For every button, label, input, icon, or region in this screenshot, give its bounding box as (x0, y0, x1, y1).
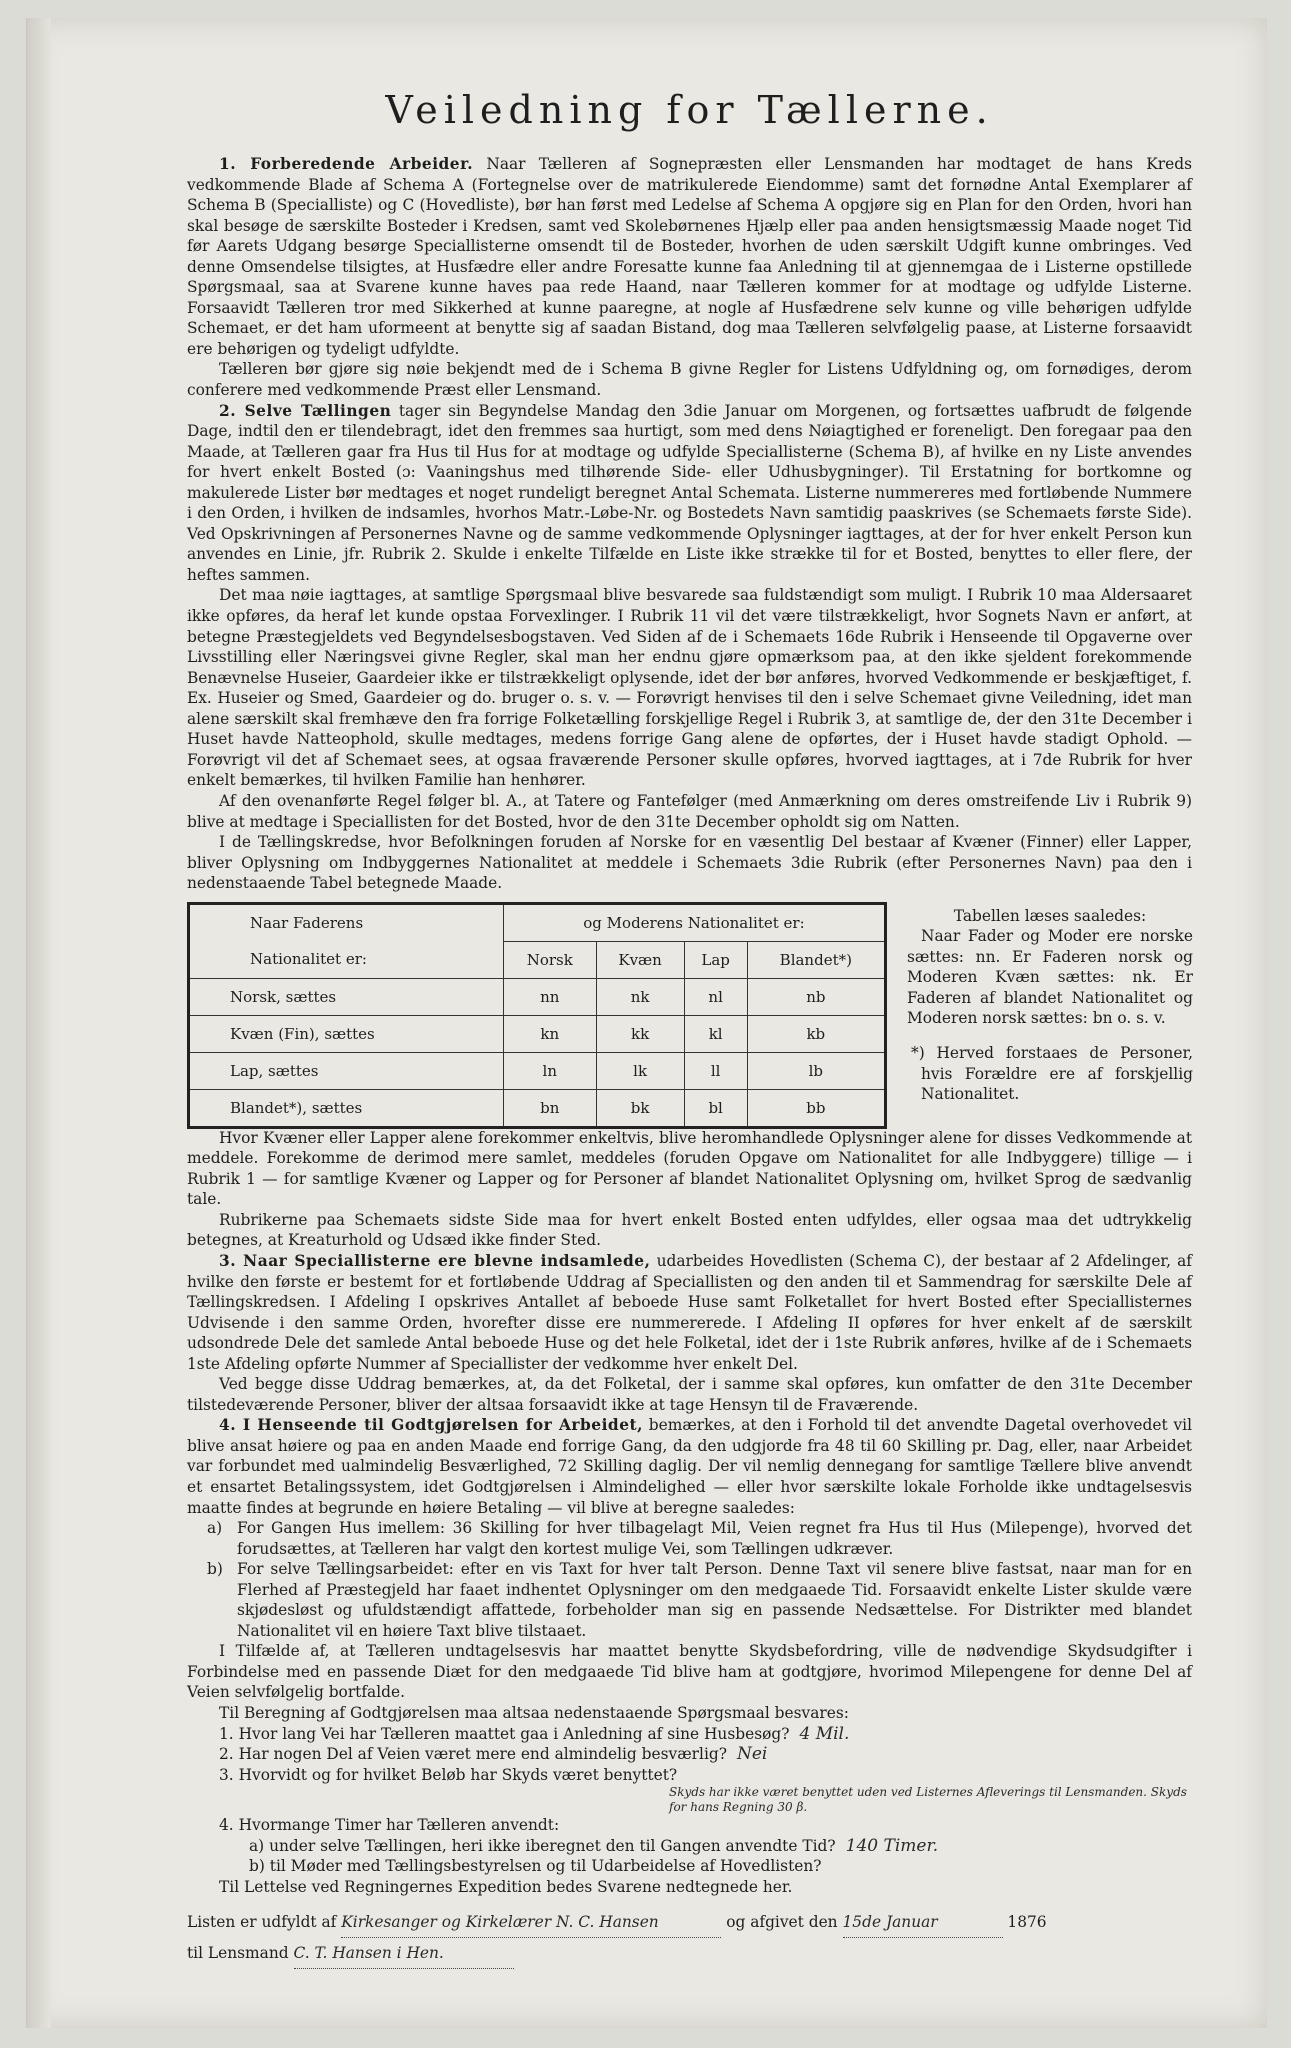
section-heading: 4. I Henseende til Godtgjørelsen for Arbeidet, (219, 1416, 643, 1435)
page-title: Veiledning for Tællerne. (385, 88, 994, 132)
item-text: For Gangen Hus imellem: 36 Skilling for hver tilbagelagt Mil, Veien regnet fra Hus til Hus (Milepenge), hvorved det forudsættes, at Tælleren har valgt den kortest mulige Vei, som Tællingen udkræver. (237, 1519, 1192, 1558)
list-item (187, 1518, 1192, 1559)
nationality-table-block (187, 902, 1192, 1118)
paragraph (187, 791, 1192, 832)
section-heading: 3. Naar Speciallisterne ere blevne indsamlede, (219, 1251, 651, 1270)
col-header: Blandet*) (747, 941, 885, 978)
list-item (187, 1559, 1192, 1641)
question-row (219, 1856, 1192, 1877)
question-text: Hvormange Timer har Tælleren anvendt: (238, 1816, 560, 1835)
paragraph-text: Tælleren bør gjøre sig nøie bekjendt med de i Schema B givne Regler for Listens Udfyldning og, om fornødiges, derom conferere med vedkommende Præst eller Lensmand. (187, 360, 1192, 400)
header-father: Naar Faderens (189, 903, 504, 941)
question-row (219, 1765, 1192, 1816)
table-cell: kb (747, 1015, 885, 1052)
table-cell: lb (747, 1052, 885, 1089)
question-text: Har nogen Del af Veien været mere end almindelig besværlig? (238, 1745, 727, 1764)
question-row (219, 1724, 1192, 1745)
question-text: Hvor lang Vei har Tælleren maattet gaa i Anledning af sine Husbesøg? (238, 1724, 790, 1743)
col-header: Norsk (503, 941, 596, 978)
footer-mid: og afgivet den (726, 1913, 838, 1932)
row-label: Kvæn (Fin), sættes (189, 1015, 504, 1052)
question-number: 4. (219, 1816, 234, 1835)
binding-edge (27, 18, 51, 2028)
paragraph-text: tager sin Begyndelse Mandag den 3die Januar om Morgenen, og fortsættes uafbrudt de følgende Dage, indtil den er tilendebragt, idet den fremmes saa hurtigt, som med dens Nøiagtighed er foreneligt. Den foregaar paa den Maade, at Tælleren gaar fra Hus til Hus for at modtage og udfylde Speciallisterne (Schema B), af hvilke en ny Liste anvendes for hvert enkelt Bosted (ɔ: Vaaningshus med tilhørende Side- eller Udhusbygninger). Til Erstatning for bortkomne og makulerede Lister bør medtages et noget rundeligt beregnet Antal Schemata. Listerne nummereres med fortløbende Nummere i den Orden, i hvilken de indsamles, hvorhos Matr.-Løbe-Nr. og Bostedets Navn samtidig paaskrives (se Schemaets første Side). Ved Opskrivningen af Personernes Navne og de samme vedkommende Oplysninger iagttages, at der for hver enkelt Person kun anvendes en Linie, jfr. Rubrik 2. Skulde i enkelte Tilfælde en Liste ikke strække til for et Bosted, benyttes to eller flere, der heftes sammen. (187, 401, 1193, 584)
payment-items (187, 1518, 1192, 1641)
explanation-text: Naar Fader og Moder ere norske sættes: nn. Er Faderen norsk og Moderen Kvæn sættes: nk. Er Faderen af blandet Nationalitet og Moderen norsk sættes: bn o. s. v. (907, 927, 1193, 1028)
paragraph (187, 1415, 1192, 1518)
table-row (189, 978, 886, 1015)
document-page (26, 18, 1267, 2028)
paragraph (187, 401, 1192, 586)
header-father-2: Nationalitet er: (189, 941, 504, 978)
question-number: 1. (219, 1724, 234, 1743)
question-number: 2. (219, 1745, 234, 1764)
section-group-1 (187, 154, 1192, 894)
section-group-2 (187, 1128, 1192, 1518)
section-heading: 2. Selve Tællingen (219, 401, 392, 420)
col-header: Lap (684, 941, 747, 978)
explanation-note: *) Herved forstaaes de Personer, hvis Forældre ere af forskjellig Nationalitet. (911, 1043, 1193, 1104)
question-row (219, 1815, 1192, 1836)
table-cell: nl (684, 978, 747, 1015)
paragraph-text: Ved begge disse Uddrag bemærkes, at, da det Folketal, der i samme skal opføres, kun omfatter de den 31te December tilstedeværende Personer, bliver der altsaa forsaavidt ikke at tage Hensyn til de Fraværende. (187, 1375, 1192, 1414)
paragraph-text: Af den ovenanførte Regel følger bl. A., at Tatere og Fantefølger (med Anmærkning om deres omstreifende Liv i Rubrik 9) blive at medtage i Speciallisten for det Bosted, hvor de den 31te December opholdt sig om Natten. (187, 791, 1192, 831)
table-cell: ll (684, 1052, 747, 1089)
paragraph-text: bemærkes, at den i Forhold til det anvendte Dagetal overhovedet vil blive ansat høiere og paa en anden Maade end forrige Gang, da den udgjorde fra 48 til 60 Skilling pr. Dag, eller, naar Arbeidet var forbundet med ualmindelig Besværlighed, 72 Skilling daglig. Der vil nemlig dennegang for samtlige Tællere blive anvendt et ensartet Betalingssystem, idet Godtgjørelsen i Almindelighed — eller hvor særskilte lokale Forholde ikke undtagelsesvis maatte findes at begrunde en høiere Betaling — vil blive at beregne saaledes: (187, 1416, 1192, 1517)
handwritten-answer: 140 Timer. (845, 1835, 939, 1856)
paragraph (187, 585, 1192, 790)
table-cell: bk (596, 1089, 684, 1127)
lensmand-name: C. T. Hansen i Hen. (294, 1938, 514, 1969)
table-cell: bl (684, 1089, 747, 1127)
paragraph (187, 832, 1192, 894)
questions-list (187, 1724, 1192, 1877)
row-label: Lap, sættes (189, 1052, 504, 1089)
item-number: a) (207, 1519, 223, 1538)
question-text: til Møder med Tællingsbestyrelsen og til Udarbeidelse af Hovedlisten? (269, 1857, 822, 1876)
paragraph-text: udarbeides Hovedlisten (Schema C), der bestaar af 2 Afdelinger, af hvilke den første er bestemt for et fortløbende Uddrag af Speciallisten og den anden til et Sammendrag for særskilte Dele af Tællingskredsen. I Afdeling I opskrives Antallet af beboede Huse samt Folketallet for hvert Bosted efter Speciallisternes Udvisende i den samme Orden, hvorefter disse ere nummererede. I Afdeling II opføres for hver enkelt af de særskilt udsondrede Dele det samlede Antal beboede Huse og det hele Folketal, idet der i 1ste Rubrik anføres, hvilke af de i Schemaets 1ste Afdeling opførte Nummer af Speciallister der vedkomme hver enkelt Del. (187, 1251, 1192, 1373)
paragraph (187, 359, 1192, 400)
document-content (187, 88, 1192, 1969)
table-row (189, 1015, 886, 1052)
table-row (189, 1089, 886, 1127)
paragraph-text: Rubrikerne paa Schemaets sidste Side maa for hvert enkelt Bosted enten udfyldes, eller ogsaa maa det udtrykkelig betegnes, at Kreaturhold og Udsæd ikke finder Sted. (187, 1210, 1192, 1250)
paragraph-text: Hvor Kvæner eller Lapper alene forekommer enkeltvis, blive heromhandlede Oplysninger alene for disses Vedkommende at meddele. Forekomme de derimod mere samlet, meddeles (foruden Opgave om Nationalitet for alle Indbyggere) tillige — i Rubrik 1 — for samtlige Kvæner og Lapper og for Personer af blandet Nationalitet Oplysning om, hvilket Sprog de sædvanlig tale. (187, 1128, 1192, 1209)
row-label: Blandet*), sættes (189, 1089, 504, 1127)
paragraph (187, 1374, 1192, 1415)
footer-year: 1876 (1007, 1913, 1047, 1932)
nationality-table (187, 902, 887, 1129)
footer-to: til Lensmand (187, 1944, 289, 1963)
col-header: Kvæn (596, 941, 684, 978)
paragraph (187, 154, 1192, 359)
paragraph (187, 1210, 1192, 1251)
paragraph-text: Det maa nøie iagttages, at samtlige Spørgsmaal blive besvarede saa fuldstændigt som muligt. I Rubrik 10 maa Aldersaaret ikke opføres, da heraf let kunde opstaa Forvexlinger. I Rubrik 11 vil det være tilstrækkeligt, hvor Sognets Navn er anført, at betegne Præstegjeldets ved Begyndelsesbogstaven. Ved Siden af de i Schemaets 16de Rubrik i Henseende til Opgaverne over Livsstilling eller Næringsvei givne Regler, skal man her endnu gjøre opmærksom paa, at den ikke sjeldent forekommende Benævnelse Huseier, Gaardeier ikke er tilstrækkeligt oplysende, idet der bør anføres, hvorved Vedkommende er beskjæftiget, f. Ex. Huseier og Smed, Gaardeier og do. bruger o. s. v. — Forøvrigt henvises til den i selve Schemaet givne Veiledning, idet man alene særskilt skal fremhæve den fra forrige Folketælling forskjellige Regel i Rubrik 3, at samtlige de, der den 31te December i Huset havde Natteophold, skulle medtages, medens forrige Gang alene de opførtes, der i Huset havde stadigt Ophold. — Forøvrigt vil det af Schemaet sees, at ogsaa fraværende Personer skulle opføres, hvorved iagttages, at i 7de Rubrik for hver enkelt bemærkes, til hvilken Familie han henhører. (187, 586, 1192, 790)
paragraph-last: Til Lettelse ved Regningernes Expedition bedes Svarene nedtegnede her. (219, 1877, 793, 1896)
paragraph-text: I de Tællingskredse, hvor Befolkningen foruden af Norske for en væsentlig Del bestaar af Kvæner (Finner) eller Lapper, bliver Oplysning om Indbyggernes Nationalitet at meddele i Schemaets 3die Rubrik (efter Personernes Navn) paa den i nedenstaaende Tabel betegnede Maade. (187, 833, 1192, 893)
table-cell: nn (503, 978, 596, 1015)
question-number: 3. (219, 1765, 234, 1784)
table-row (189, 1052, 886, 1089)
table-cell: bn (503, 1089, 596, 1127)
item-number: b) (207, 1560, 223, 1579)
row-label: Norsk, sættes (189, 978, 504, 1015)
paragraph-skyds: I Tilfælde af, at Tælleren undtagelsesvis har maattet benytte Skydsbefordring, ville de nødvendige Skydsudgifter i Forbindelse med en passende Diæt for den medgaaede Tid blive ham at godtgjøre, hvorimod Milepengene for denne Del af Veien selvfølgelig bortfalde. (187, 1642, 1192, 1702)
question-text: under selve Tællingen, heri ikke iberegnet den til Gangen anvendte Tid? (269, 1836, 836, 1855)
header-mother: og Moderens Nationalitet er: (503, 903, 885, 941)
paragraph-questions: Til Beregning af Godtgjørelsen maa altsaa nedenstaaende Spørgsmaal besvares: (219, 1704, 849, 1722)
table-cell: kl (684, 1015, 747, 1052)
handwritten-answer: Skyds har ikke været benyttet uden ved Listernes Afleverings til Lensmanden. Skyds for hans Regning 30 β. (669, 1785, 1187, 1815)
delivery-date: 15de Januar (843, 1907, 1003, 1938)
table-cell: nk (596, 978, 684, 1015)
handwritten-answer: Nei (736, 1744, 768, 1765)
footer-signature (187, 1907, 1192, 1969)
table-cell: nb (747, 978, 885, 1015)
table-cell: ln (503, 1052, 596, 1089)
filler-signature: Kirkesanger og Kirkelærer N. C. Hansen (341, 1907, 721, 1938)
paragraph (187, 1128, 1192, 1210)
paragraph (187, 1251, 1192, 1374)
question-row (219, 1836, 1192, 1857)
question-number: a) (249, 1836, 265, 1855)
table-cell: kk (596, 1015, 684, 1052)
table-explanation (907, 906, 1193, 1105)
explanation-head: Tabellen læses saaledes: (953, 906, 1147, 925)
question-row (219, 1744, 1192, 1765)
question-number: b) (249, 1857, 265, 1876)
question-text: Hvorvidt og for hvilket Beløb har Skyds været benyttet? (238, 1765, 678, 1784)
footer-pre: Listen er udfyldt af (187, 1913, 337, 1932)
item-text: For selve Tællingsarbeidet: efter en vis Taxt for hver talt Person. Denne Taxt vil senere blive fastsat, naar man for en Flerhed af Præstegjeld har faaet indhentet Oplysninger om den medgaaede Tid. Forsaavidt enkelte Lister skulde være skjødesløst og ufuldstændigt affattede, forbeholder man sig en passende Nedsættelse. For Distrikter med blandet Nationalitet vil en høiere Taxt blive tilstaaet. (237, 1560, 1192, 1640)
paragraph-text: Naar Tælleren af Sognepræsten eller Lensmanden har modtaget de hans Kreds vedkommende Blade af Schema A (Fortegnelse over de matrikulerede Eiendomme) samt det fornødne Antal Exemplarer af Schema B (Specialliste) og C (Hovedliste), bør han først med Ledelse af Schema A opgjøre sig en Plan for den Orden, hvori han skal besøge de særskilte Bosteder i Kredsen, samt ved Skolebørnenes Hjælp eller paa anden hensigtsmæssig Maade noget Tid før Aarets Udgang besørge Speciallisterne omsendt til de Bosteder, hvorhen de uden særskilt Udgift kunne ombringes. Ved denne Omsendelse tilsigtes, at Husfædre eller andre Foresatte kunne faa Anledning til at gjennemgaa de i Listerne opstillede Spørgsmaal, saa at Svarene kunne haves paa rede Haand, naar Tælleren kommer for at modtage og udfylde Listerne. Forsaavidt Tælleren tror med Sikkerhed at kunne paaregne, at nogle af Husfædrene selv kunne og ville behørigen udfylde Schemaet, er det ham uformeent at benytte sig af saadan Bistand, dog maa Tælleren selvfølgelig paase, at Listerne forsaavidt ere behørigen og tydeligt udfyldte. (187, 155, 1192, 358)
table-cell: lk (596, 1052, 684, 1089)
section-heading: 1. Forberedende Arbeider. (219, 155, 474, 173)
table-cell: bb (747, 1089, 885, 1127)
table-cell: kn (503, 1015, 596, 1052)
handwritten-answer: 4 Mil. (799, 1723, 850, 1744)
